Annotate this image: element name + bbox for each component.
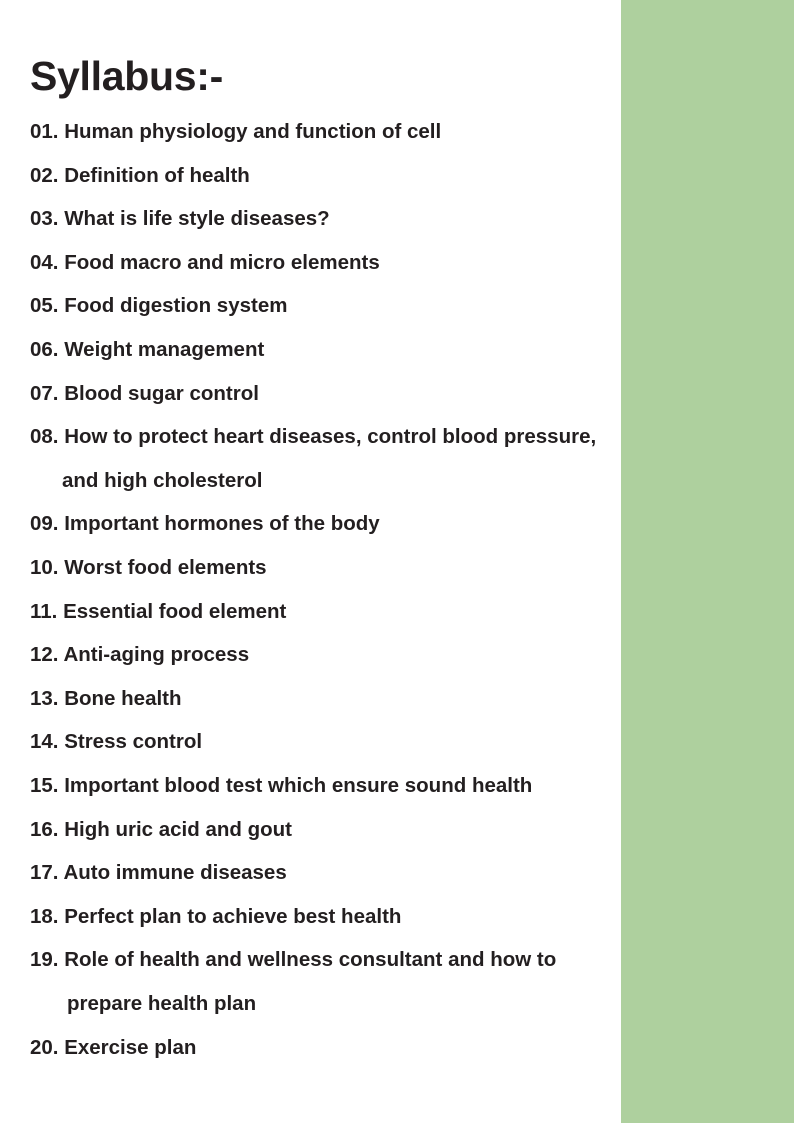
- syllabus-item: [30, 685, 182, 713]
- page-title: Syllabus:-: [30, 53, 223, 99]
- syllabus-item-number: 03.: [30, 207, 59, 231]
- syllabus-item-number: 15.: [30, 774, 59, 797]
- syllabus-item-number: 01.: [30, 120, 59, 143]
- syllabus-item: [30, 118, 441, 146]
- syllabus-item-text: Auto immune diseases: [63, 861, 287, 885]
- syllabus-item: [30, 205, 330, 233]
- syllabus-item-text: Food macro and micro elements: [64, 250, 380, 274]
- syllabus-item-text: Definition of health: [64, 163, 250, 187]
- syllabus-item-text: Human physiology and function of cell: [64, 120, 442, 143]
- syllabus-item-text: What is life style diseases?: [64, 207, 330, 231]
- syllabus-item: [30, 249, 380, 277]
- syllabus-item-text: High uric acid and gout: [64, 817, 292, 841]
- syllabus-item-number: 11.: [30, 599, 58, 623]
- syllabus-item: [30, 336, 264, 364]
- syllabus-item-number: 10.: [30, 556, 59, 579]
- syllabus-item-text: How to protect heart diseases, control blood pressure,: [64, 425, 597, 449]
- syllabus-item-number: 20.: [30, 1035, 59, 1059]
- syllabus-item-number: 09.: [30, 512, 59, 536]
- syllabus-item-text: Important hormones of the body: [64, 512, 380, 536]
- syllabus-section: [30, 50, 610, 1059]
- syllabus-item: [30, 859, 287, 887]
- syllabus-item-text: Food digestion system: [64, 294, 288, 318]
- syllabus-item-number: 05.: [30, 294, 59, 318]
- syllabus-item-number: 08.: [30, 425, 59, 449]
- syllabus-item-text: Role of health and wellness consultant and how to: [64, 948, 557, 972]
- syllabus-item: [30, 816, 292, 844]
- syllabus-item-number: 14.: [30, 730, 59, 754]
- syllabus-item-text: Anti-aging process: [63, 643, 250, 667]
- syllabus-item-text: Exercise plan: [64, 1035, 197, 1059]
- syllabus-item-number: 18.: [30, 904, 59, 928]
- syllabus-item-number: 06.: [30, 338, 59, 361]
- syllabus-item-text: Perfect plan to achieve best health: [64, 904, 402, 928]
- syllabus-item: [30, 554, 267, 582]
- syllabus-item-text: Worst food elements: [64, 556, 267, 579]
- syllabus-item-text: Essential food element: [63, 599, 287, 623]
- syllabus-item: [30, 380, 259, 408]
- syllabus-item: [30, 292, 287, 320]
- syllabus-item-text: Bone health: [64, 686, 182, 710]
- syllabus-item: [30, 510, 380, 538]
- syllabus-item-text: Blood sugar control: [64, 381, 259, 405]
- syllabus-item: [30, 162, 250, 190]
- green-side-band: [621, 0, 794, 1123]
- syllabus-item: [30, 423, 596, 451]
- syllabus-item-continuation: prepare health plan: [67, 992, 257, 1015]
- syllabus-item: [30, 772, 532, 800]
- syllabus-item-number: 19.: [30, 948, 59, 972]
- syllabus-item-number: 04.: [30, 250, 59, 274]
- syllabus-item-number: 16.: [30, 817, 59, 841]
- syllabus-item: [30, 903, 401, 931]
- syllabus-item-number: 02.: [30, 163, 59, 187]
- syllabus-item-continuation: and high cholesterol: [62, 468, 263, 492]
- syllabus-item: [30, 728, 202, 756]
- syllabus-item: [30, 946, 556, 974]
- syllabus-item-number: 12.: [30, 643, 59, 667]
- syllabus-item-text: Important blood test which ensure sound health: [64, 774, 533, 797]
- syllabus-item-number: 17.: [30, 861, 59, 885]
- syllabus-item-number: 13.: [30, 686, 59, 710]
- syllabus-item-text: Weight management: [64, 338, 265, 361]
- syllabus-item-number: 07.: [30, 381, 59, 405]
- syllabus-item-text: Stress control: [64, 730, 203, 754]
- syllabus-item: [30, 641, 249, 669]
- syllabus-item: [30, 1034, 196, 1062]
- syllabus-item: [30, 598, 286, 626]
